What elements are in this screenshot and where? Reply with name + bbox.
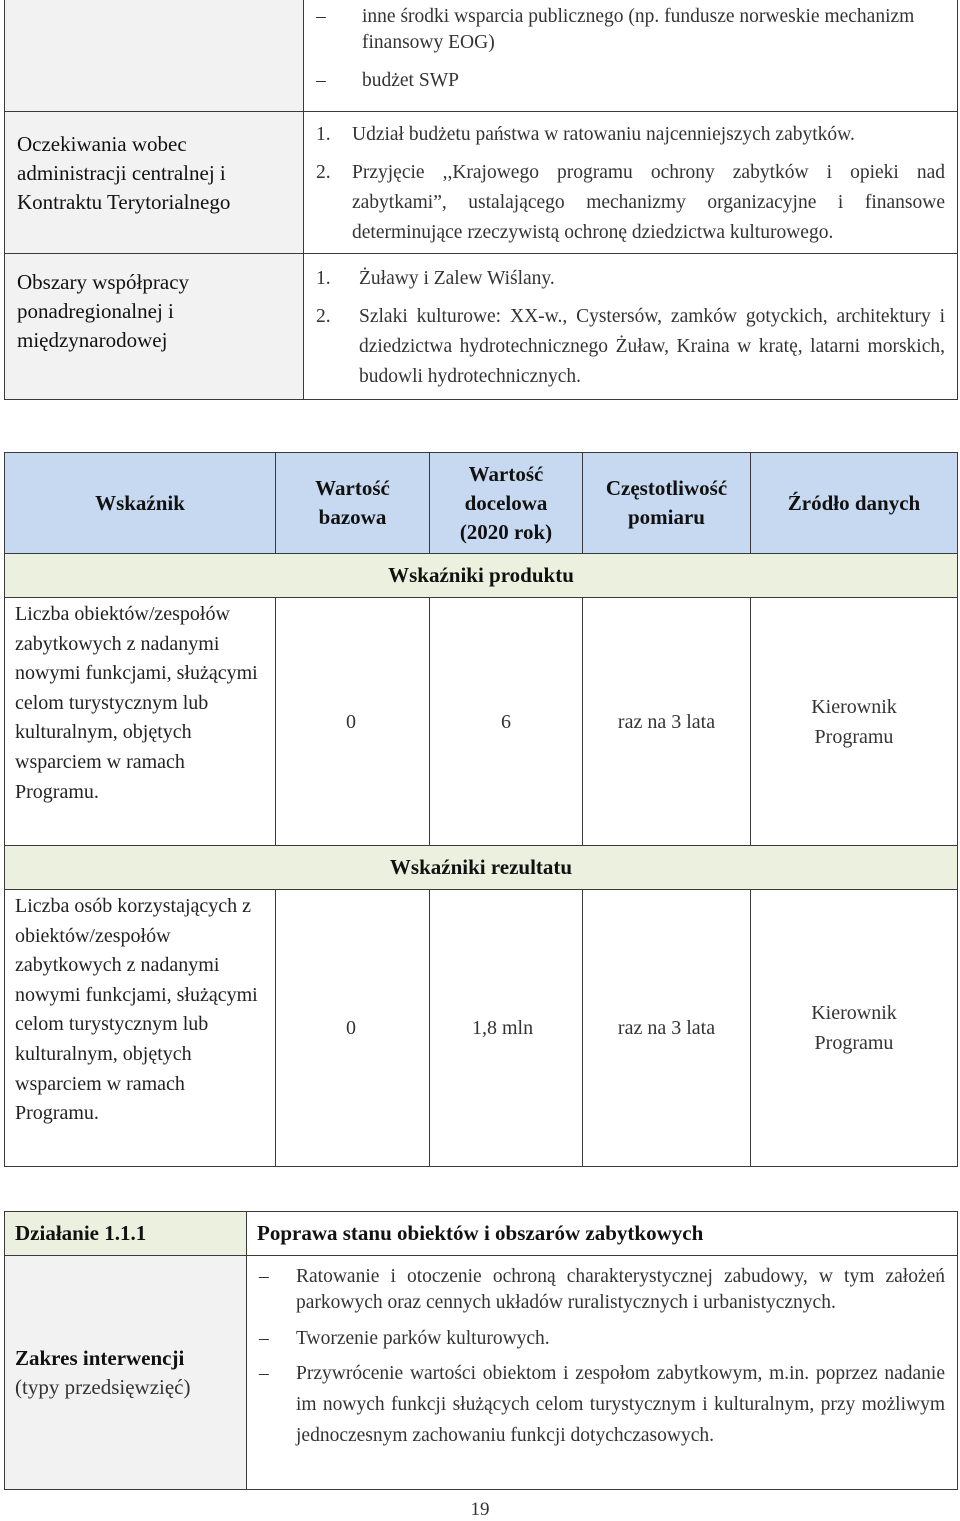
product-frequency: raz na 3 lata <box>583 598 751 846</box>
top-row0-right <box>304 0 958 111</box>
dash-icon: – <box>316 70 326 91</box>
dash-icon: – <box>316 6 326 27</box>
numbered-item <box>316 302 945 392</box>
scope-label: Zakres interwencji <box>15 1345 185 1370</box>
dash-item-text: inne środki wsparcia publicznego (np. fundusze norweskie mechanizm finansowy EOG) <box>362 6 915 53</box>
scope-sublabel: (typy przedsięwzięć) <box>15 1374 191 1399</box>
numbered-item <box>316 264 945 294</box>
result-frequency: raz na 3 lata <box>583 890 751 1167</box>
expectations-label: Oczekiwania wobec administracji centralnej i Kontraktu Terytorialnego <box>17 131 231 214</box>
expectations-label-cell <box>5 111 304 253</box>
cooperation-cell <box>304 253 958 399</box>
scope-items-cell <box>247 1256 958 1490</box>
item-number: 1. <box>316 123 331 145</box>
header-frequency: Częstotliwość pomiaru <box>583 453 751 554</box>
dash-icon: – <box>259 1363 269 1384</box>
scope-item <box>259 1264 945 1316</box>
expectations-cell <box>304 111 958 253</box>
scope-label-cell <box>5 1256 247 1490</box>
scope-item <box>259 1358 945 1451</box>
item-text: Szlaki kulturowe: XX-w., Cystersów, zamków gotyckich, architektury i dziedzictwa hydrotechnicznego Żuław, Kraina w kratę, latarni morskich, budowli hydrotechnicznych. <box>359 305 945 387</box>
product-indicator-name: Liczba obiektów/zespołów zabytkowych z nadanymi nowymi funkcjami, służącymi celom turystycznym lub kulturalnym, objętych wsparciem w ramach Programu. <box>5 598 276 846</box>
header-indicator: Wskaźnik <box>5 453 276 554</box>
dash-icon: – <box>259 1328 269 1349</box>
scope-item <box>259 1326 945 1352</box>
item-text: Przyjęcie ,,Krajowego programu ochrony zabytków i opieki nad zabytkami”, ustalającego mechanizmy organizacyjne i finansowe determinujące rzeczywistą ochronę dziedzictwa kulturowego. <box>352 161 945 243</box>
top-row0-left <box>5 0 304 111</box>
numbered-item <box>316 120 945 150</box>
top-table <box>4 0 958 400</box>
product-target-value: 6 <box>430 598 583 846</box>
item-number: 1. <box>316 267 331 289</box>
result-data-source: Kierownik Programu <box>751 890 958 1167</box>
action-table <box>4 1211 958 1490</box>
result-target-value: 1,8 mln <box>430 890 583 1167</box>
item-number: 2. <box>316 161 331 183</box>
item-text: Żuławy i Zalew Wiślany. <box>359 267 555 289</box>
result-indicator-name: Liczba osób korzystających z obiektów/zespołów zabytkowych z nadanymi nowymi funkcjami, służącymi celom turystycznym lub kulturalnym, objętych wsparciem w ramach Programu. <box>5 890 276 1167</box>
action-title: Poprawa stanu obiektów i obszarów zabytkowych <box>247 1212 958 1256</box>
item-number: 2. <box>316 305 331 327</box>
cooperation-label-cell <box>5 253 304 399</box>
dash-item <box>316 4 945 56</box>
dash-icon: – <box>259 1266 269 1287</box>
scope-item-text: Tworzenie parków kulturowych. <box>296 1328 550 1349</box>
product-data-source: Kierownik Programu <box>751 598 958 846</box>
product-base-value: 0 <box>276 598 430 846</box>
cooperation-label: Obszary współpracy ponadregionalnej i międzynarodowej <box>17 269 190 352</box>
dash-item-text: budżet SWP <box>362 70 459 91</box>
header-data-source: Źródło danych <box>751 453 958 554</box>
section-product-indicators: Wskaźniki produktu <box>5 554 958 598</box>
scope-item-text: Przywrócenie wartości obiektom i zespołom zabytkowym, m.in. poprzez nadanie im nowych funkcji służących celom turystycznym i kulturalnym, przy możliwym jednoczesnym zachowaniu funkcji dotychczasowych. <box>296 1363 945 1446</box>
scope-item-text: Ratowanie i otoczenie ochroną charakterystycznej zabudowy, w tym założeń parkowych oraz cennych układów ruralistycznych i urbanistycznych. <box>296 1266 945 1313</box>
header-target-value: Wartość docelowa (2020 rok) <box>430 453 583 554</box>
action-label: Działanie 1.1.1 <box>5 1212 247 1256</box>
header-base-value: Wartość bazowa <box>276 453 430 554</box>
indicator-table <box>4 452 958 1167</box>
item-text: Udział budżetu państwa w ratowaniu najcenniejszych zabytków. <box>352 123 855 145</box>
section-result-indicators: Wskaźniki rezultatu <box>5 846 958 890</box>
numbered-item <box>316 158 945 248</box>
dash-item <box>316 68 945 94</box>
result-base-value: 0 <box>276 890 430 1167</box>
page-number: 19 <box>470 1499 490 1520</box>
